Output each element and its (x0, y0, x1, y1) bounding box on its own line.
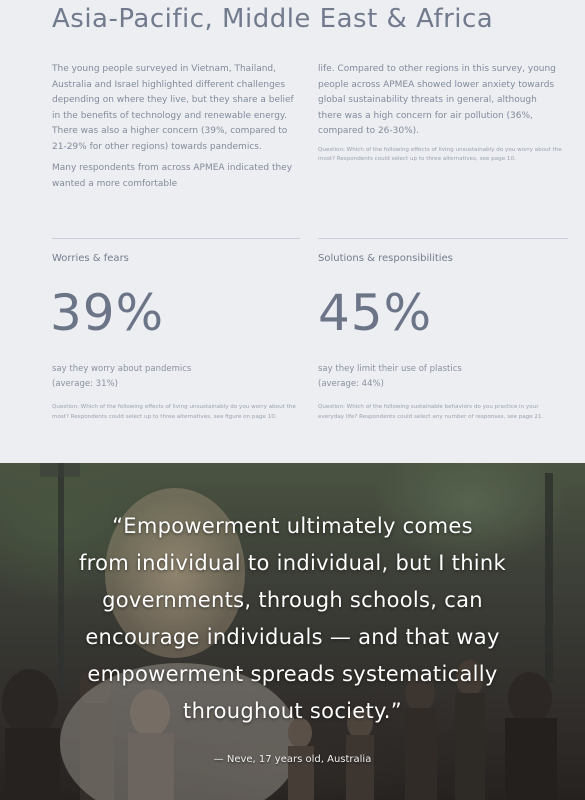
quote-line: “Empowerment ultimately comes (112, 514, 473, 538)
quote-attribution: — Neve, 17 years old, Australia (213, 754, 372, 765)
quote-line: encourage individuals — and that way (85, 625, 500, 649)
stat-description-line: say they limit their use of plastics (318, 364, 462, 374)
intro-question-note: Question: Which of the following effects of living unsustainably do you worry about the most? Respondents could select up to three alternatives, see page 10. (318, 146, 562, 162)
stat-heading-solutions: Solutions & responsibilities (318, 253, 453, 264)
page-title: Asia-Pacific, Middle East & Africa (52, 4, 494, 34)
stat-average: (average: 44%) (318, 379, 384, 389)
quote-line: governments, through schools, can (102, 588, 483, 612)
crowd-photo (0, 463, 585, 800)
pull-quote (20, 508, 565, 730)
stat-description-worries (52, 362, 191, 392)
stat-description-line: say they worry about pandemics (52, 364, 192, 374)
stat-heading-worries: Worries & fears (52, 253, 129, 264)
intro-paragraph-3: life. Compared to other regions in this survey, young people across APMEA showed lower anxiety towards global sustainability threats in general, although there was a high concern for air pollution (36%, compared to 26-30%). (318, 64, 556, 136)
stat-value-solutions: 45% (318, 284, 433, 342)
stat-description-solutions (318, 362, 462, 392)
quote-line: from individual to individual, but I think (78, 551, 507, 575)
left-intro-column (52, 62, 297, 192)
right-divider (318, 238, 568, 239)
left-divider (52, 238, 300, 239)
quote-line: empowerment spreads systematically (87, 662, 498, 686)
stat-note-worries: Question: Which of the following effects of living unsustainably do you worry about the most? Respondents could select up to three alternatives, see figure on page 10. (52, 404, 296, 420)
stat-value-worries: 39% (50, 284, 165, 342)
intro-paragraph-2: Many respondents from across APMEA indicated they wanted a more comfortable (52, 163, 293, 189)
quote-line: throughout society.” (183, 699, 402, 723)
right-intro-column (318, 62, 563, 165)
stat-average: (average: 31%) (52, 379, 118, 389)
intro-paragraph-1: The young people surveyed in Vietnam, Thailand, Australia and Israel highlighted different challenges depending on where they live, but they share a belief in the benefits of technology and renewable energy. There was also a higher concern (39%, compared to 21-29% for other regions) towards pandemics. (52, 64, 294, 152)
stat-note-solutions: Question: Which of the following sustainable behaviors do you practice in your everyday life? Respondents could select any number of responses, see page 21. (318, 404, 544, 420)
